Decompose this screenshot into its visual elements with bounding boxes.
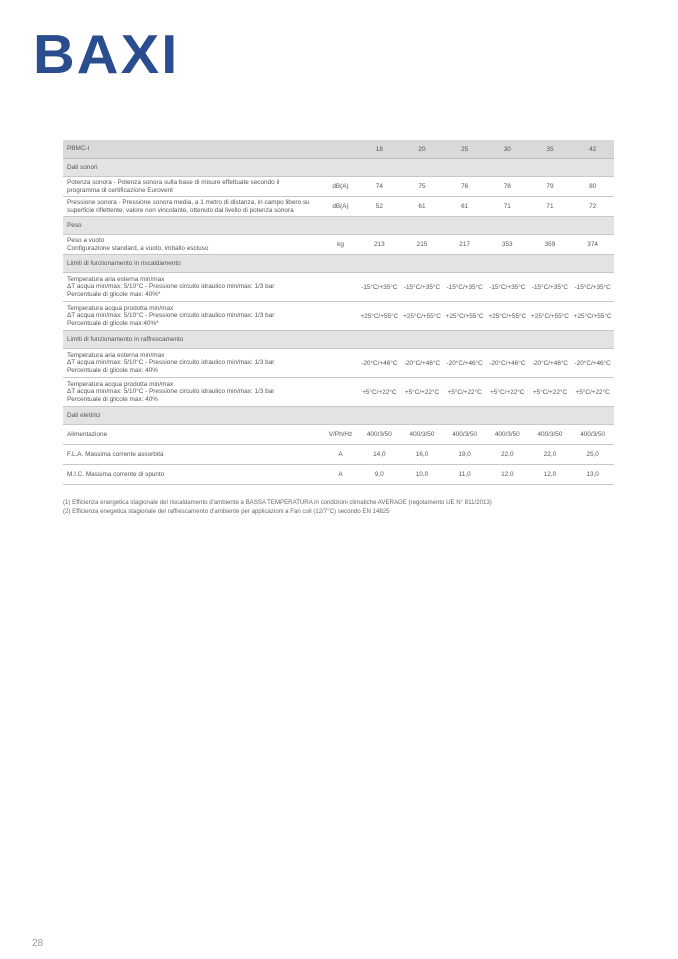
model-header-25: 25 bbox=[443, 140, 486, 159]
row-unit bbox=[323, 349, 358, 378]
row-value-25: +25°C/+55°C bbox=[443, 302, 486, 331]
row-value-30: 78 bbox=[486, 177, 529, 197]
row-value-42: -15°C/+35°C bbox=[571, 273, 614, 302]
row-value-18: -20°C/+46°C bbox=[358, 349, 401, 378]
row-value-42: -20°C/+46°C bbox=[571, 349, 614, 378]
row-label-line: Temperatura aria esterna min/max bbox=[67, 351, 165, 359]
model-header-35: 35 bbox=[529, 140, 572, 159]
row-label-line: Temperatura acqua prodotta min/max bbox=[67, 304, 174, 312]
row-label-line: Alimentazione bbox=[67, 430, 108, 438]
unit-header-cell bbox=[323, 140, 358, 159]
row-value-25: -20°C/+46°C bbox=[443, 349, 486, 378]
row-label-line: Temperatura acqua prodotta min/max bbox=[67, 380, 174, 388]
row-value-18: 52 bbox=[358, 197, 401, 217]
row-value-30: -20°C/+46°C bbox=[486, 349, 529, 378]
row-value-42: 13,0 bbox=[571, 465, 614, 485]
row-value-18: -15°C/+35°C bbox=[358, 273, 401, 302]
row-label bbox=[63, 197, 323, 217]
row-value-25: 217 bbox=[443, 235, 486, 255]
model-header-20: 20 bbox=[401, 140, 444, 159]
row-label-line: Percentuale di glicole max: 40% bbox=[67, 366, 158, 374]
baxi-logo: BAXI bbox=[33, 23, 180, 85]
row-value-30: -15°C/+35°C bbox=[486, 273, 529, 302]
table-row bbox=[63, 177, 614, 197]
model-header-30: 30 bbox=[486, 140, 529, 159]
row-value-25: 400/3/50 bbox=[443, 425, 486, 445]
row-value-25: 11,0 bbox=[443, 465, 486, 485]
table-row bbox=[63, 273, 614, 302]
footnotes bbox=[63, 498, 623, 516]
row-label-line: programma di certificazione Eurovent bbox=[67, 186, 173, 194]
row-value-35: -20°C/+46°C bbox=[529, 349, 572, 378]
row-value-25: +5°C/+22°C bbox=[443, 378, 486, 407]
spec-table bbox=[63, 140, 614, 485]
row-label-line: ΔT acqua min/max: 5/10°C - Pressione circuito idraulico min/max: 1/3 bar bbox=[67, 283, 275, 291]
row-label-line: Configurazione standard, a vuoto, imballo escluso bbox=[67, 244, 209, 252]
row-value-20: +25°C/+55°C bbox=[401, 302, 444, 331]
section-title: Peso bbox=[63, 217, 614, 235]
row-value-20: 10,0 bbox=[401, 465, 444, 485]
footnote-2: (2) Efficienza enegetica stagionale del raffrescamento d'ambiente per applicazioni a Fan coil (12/7°C) secondo EN 14825 bbox=[63, 508, 390, 515]
row-unit: A bbox=[323, 445, 358, 465]
row-label-line: Temperatura aria esterna min/max bbox=[67, 275, 165, 283]
table-row bbox=[63, 235, 614, 255]
row-unit bbox=[323, 378, 358, 407]
row-label bbox=[63, 425, 323, 445]
row-value-35: 12,0 bbox=[529, 465, 572, 485]
row-value-35: 71 bbox=[529, 197, 572, 217]
table-row bbox=[63, 349, 614, 378]
row-value-20: 400/3/50 bbox=[401, 425, 444, 445]
row-unit bbox=[323, 302, 358, 331]
model-series-label: PBMC-i bbox=[63, 140, 323, 159]
row-value-42: 374 bbox=[571, 235, 614, 255]
row-value-20: 61 bbox=[401, 197, 444, 217]
row-label bbox=[63, 445, 323, 465]
row-value-18: 213 bbox=[358, 235, 401, 255]
row-label bbox=[63, 177, 323, 197]
row-value-20: 215 bbox=[401, 235, 444, 255]
row-value-30: +5°C/+22°C bbox=[486, 378, 529, 407]
row-value-30: 71 bbox=[486, 197, 529, 217]
row-label-line: M.I.C. Massima corrente di spunto bbox=[67, 470, 165, 478]
row-label-line: ΔT acqua min/max: 5/10°C - Pressione circuito idraulico min/max: 1/3 bar bbox=[67, 312, 275, 320]
table-row bbox=[63, 465, 614, 485]
row-value-35: 400/3/50 bbox=[529, 425, 572, 445]
section-header-row bbox=[63, 255, 614, 273]
row-unit: A bbox=[323, 465, 358, 485]
row-label bbox=[63, 349, 323, 378]
row-value-25: -15°C/+35°C bbox=[443, 273, 486, 302]
row-label bbox=[63, 273, 323, 302]
row-label-line: Pressione sonora - Pressione sonora media, a 1 metro di distanza, in campo libero su bbox=[67, 199, 310, 207]
row-unit: dB(A) bbox=[323, 177, 358, 197]
row-value-30: 353 bbox=[486, 235, 529, 255]
row-value-18: +5°C/+22°C bbox=[358, 378, 401, 407]
row-value-42: +5°C/+22°C bbox=[571, 378, 614, 407]
row-value-35: -15°C/+35°C bbox=[529, 273, 572, 302]
row-label-line: superficie riflettente; valore non vincolante, ottenuto dal livello di potenza sonora bbox=[67, 206, 294, 214]
row-value-25: 76 bbox=[443, 177, 486, 197]
row-label-line: ΔT acqua min/max: 5/10°C - Pressione circuito idraulico min/max: 1/3 bar bbox=[67, 388, 275, 396]
section-header-row bbox=[63, 331, 614, 349]
table-row bbox=[63, 425, 614, 445]
table-row bbox=[63, 378, 614, 407]
section-title: Limiti di funzionamento in riscaldamento bbox=[63, 255, 614, 273]
row-value-20: 75 bbox=[401, 177, 444, 197]
row-label-line: Percentuale di glicole max: 40% bbox=[67, 395, 158, 403]
row-value-42: 80 bbox=[571, 177, 614, 197]
row-value-20: +5°C/+22°C bbox=[401, 378, 444, 407]
row-value-30: 22,0 bbox=[486, 445, 529, 465]
row-label-line: Potenza sonora - Potenza sonora sulla base di misure effettuate secondo il bbox=[67, 179, 280, 187]
row-label-line: Percentuale di glicole max: 40%* bbox=[67, 290, 161, 298]
row-value-20: -20°C/+46°C bbox=[401, 349, 444, 378]
row-value-35: +25°C/+55°C bbox=[529, 302, 572, 331]
model-header-42: 42 bbox=[571, 140, 614, 159]
row-label bbox=[63, 235, 323, 255]
row-value-35: +5°C/+22°C bbox=[529, 378, 572, 407]
page-number: 28 bbox=[32, 938, 44, 949]
section-title: Limiti di funzionamento in raffrescamento bbox=[63, 331, 614, 349]
table-row bbox=[63, 302, 614, 331]
row-unit: kg bbox=[323, 235, 358, 255]
row-value-18: 14,0 bbox=[358, 445, 401, 465]
row-label bbox=[63, 465, 323, 485]
section-header-row bbox=[63, 407, 614, 425]
table-header-row bbox=[63, 140, 614, 159]
row-value-18: 74 bbox=[358, 177, 401, 197]
section-title: Dati sonori bbox=[63, 159, 614, 177]
row-value-35: 359 bbox=[529, 235, 572, 255]
row-value-20: -15°C/+35°C bbox=[401, 273, 444, 302]
row-value-30: 400/3/50 bbox=[486, 425, 529, 445]
row-value-30: +25°C/+55°C bbox=[486, 302, 529, 331]
row-label-line: F.L.A. Massima corrente assorbita bbox=[67, 450, 164, 458]
row-value-42: 400/3/50 bbox=[571, 425, 614, 445]
section-title: Dati elettrici bbox=[63, 407, 614, 425]
row-label bbox=[63, 378, 323, 407]
row-value-18: +25°C/+55°C bbox=[358, 302, 401, 331]
row-unit bbox=[323, 273, 358, 302]
row-value-25: 61 bbox=[443, 197, 486, 217]
row-label-line: Peso a vuoto bbox=[67, 237, 105, 245]
row-value-35: 79 bbox=[529, 177, 572, 197]
row-value-42: 72 bbox=[571, 197, 614, 217]
row-value-30: 12,0 bbox=[486, 465, 529, 485]
section-header-row bbox=[63, 159, 614, 177]
row-value-42: +25°C/+55°C bbox=[571, 302, 614, 331]
row-label bbox=[63, 302, 323, 331]
row-unit: dB(A) bbox=[323, 197, 358, 217]
row-value-20: 16,0 bbox=[401, 445, 444, 465]
row-unit: V/Ph/Hz bbox=[323, 425, 358, 445]
row-value-25: 19,0 bbox=[443, 445, 486, 465]
row-value-35: 22,0 bbox=[529, 445, 572, 465]
table-row bbox=[63, 445, 614, 465]
row-value-42: 25,0 bbox=[571, 445, 614, 465]
row-label-line: Percentuale di glicole max:40%* bbox=[67, 319, 159, 327]
row-label-line: ΔT acqua min/max: 5/10°C - Pressione circuito idraulico min/max: 1/3 bar bbox=[67, 359, 275, 367]
row-value-18: 9,0 bbox=[358, 465, 401, 485]
section-header-row bbox=[63, 217, 614, 235]
footnote-1: (1) Efficienza energetica stagionale del riscaldamento d'ambiente a BASSA TEMPERATURA in condizioni climatiche AVERAGE (regolamento UE N° 811/2013) bbox=[63, 499, 492, 506]
table-row bbox=[63, 197, 614, 217]
model-header-18: 18 bbox=[358, 140, 401, 159]
row-value-18: 400/3/50 bbox=[358, 425, 401, 445]
